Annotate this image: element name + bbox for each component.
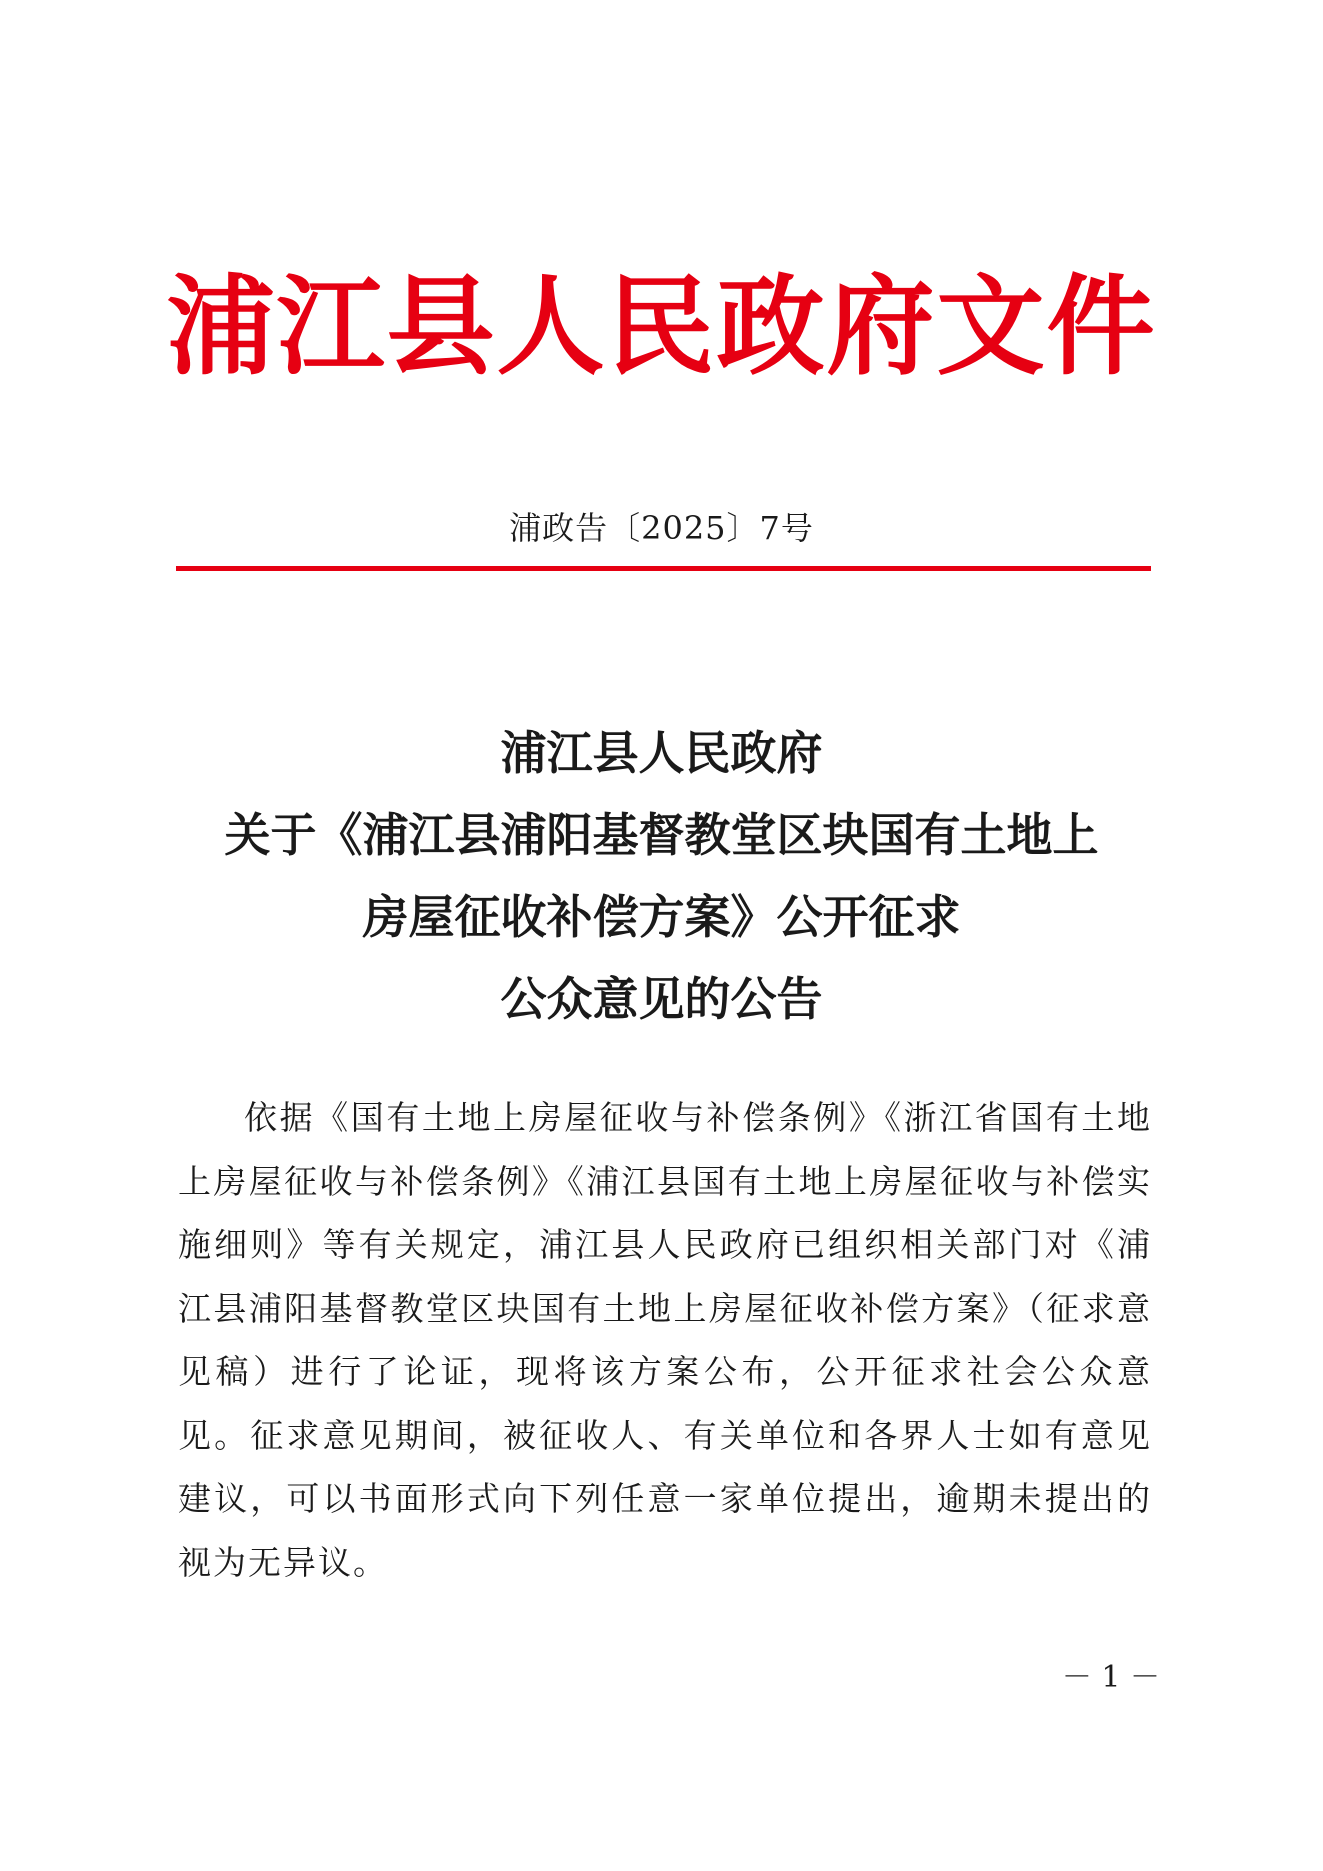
document-masthead: 浦江县人民政府文件 — [166, 265, 1157, 390]
title-line-subject-1: 关于《浦江县浦阳基督教堂区块国有土地上 — [224, 808, 1099, 862]
notice-title — [150, 712, 1173, 1040]
page-number: － 1 － — [1061, 1660, 1160, 1695]
document-number: 浦政告〔2025〕7号 — [509, 509, 814, 547]
title-line-subject-3: 公众意见的公告 — [500, 972, 823, 1026]
red-divider-line — [176, 566, 1151, 571]
body-paragraph: 依据《国有土地上房屋征收与补偿条例》《浙江省国有土地上房屋征收与补偿条例》《浦江县国有土地上房屋征收与补偿实施细则》等有关规定，浦江县人民政府已组织相关部门对《浦江县浦阳基督教堂区块国有土地上房屋征收补偿方案》（征求意见稿）进行了论证，现将该方案公布，公开征求社会公众意见。征求意见期间，被征收人、有关单位和各界人士如有意见建议，可以书面形式向下列任意一家单位提出，逾期未提出的视为无异议。 — [178, 1098, 1152, 1582]
title-line-subject-2: 房屋征收补偿方案》公开征求 — [362, 890, 961, 944]
title-line-issuer: 浦江县人民政府 — [500, 726, 823, 780]
